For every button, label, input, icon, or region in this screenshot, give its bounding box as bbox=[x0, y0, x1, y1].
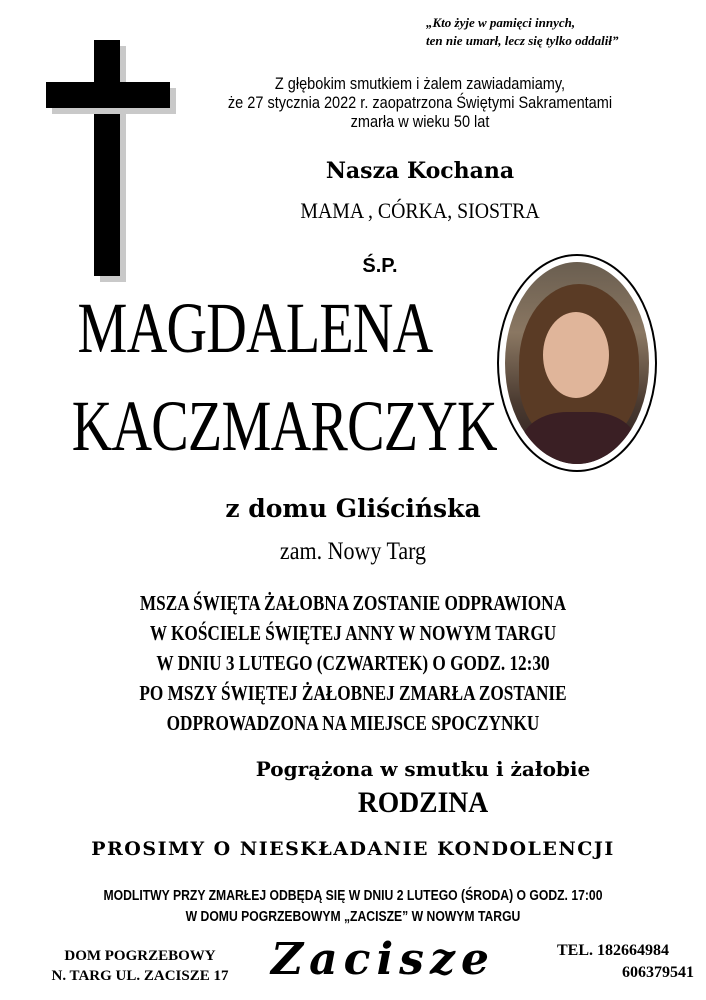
residence: zam. Nowy Targ bbox=[279, 538, 427, 565]
cross-icon-horizontal bbox=[46, 82, 170, 108]
nasza-kochana: Nasza Kochana bbox=[325, 158, 515, 184]
quote-line: ten nie umarł, lecz się tylko oddalił” bbox=[426, 33, 619, 48]
portrait-photo bbox=[505, 262, 649, 464]
portrait-face bbox=[543, 312, 609, 398]
mass-line: W KOŚCIELE ŚWIĘTEJ ANNY W NOWYM TARGU bbox=[149, 621, 557, 645]
maiden-name: z domu Gliścińska bbox=[225, 494, 481, 523]
portrait-body bbox=[521, 412, 637, 464]
mourners: RODZINA bbox=[357, 786, 489, 819]
condolences-note: PROSIMY O NIESKŁADANIE KONDOLENCJI bbox=[91, 838, 615, 860]
mass-line: W DNIU 3 LUTEGO (CZWARTEK) O GODZ. 12:30 bbox=[156, 651, 550, 675]
mass-line: PO MSZY ŚWIĘTEJ ŻAŁOBNEJ ZMARŁA ZOSTANIE bbox=[139, 681, 567, 705]
intro-line: zmarła w wieku 50 lat bbox=[350, 113, 490, 131]
first-name: MAGDALENA bbox=[77, 288, 433, 368]
cross-icon-vertical bbox=[94, 40, 120, 276]
last-name: KACZMARCZYK bbox=[71, 386, 497, 466]
funeral-home-name: DOM POGRZEBOWY bbox=[64, 948, 216, 964]
funeral-home-phones bbox=[520, 940, 706, 984]
phone-1: TEL. 182664984 bbox=[556, 942, 669, 959]
mourners-intro: Pogrążona w smutku i żałobie bbox=[255, 757, 591, 781]
sp-label: Ś.P. bbox=[362, 255, 398, 277]
funeral-home-address bbox=[20, 946, 260, 986]
prayers-info bbox=[56, 886, 649, 928]
funeral-home-street: N. TARG UL. ZACISZE 17 bbox=[51, 968, 229, 984]
quote-line: „Kto żyje w pamięci innych, bbox=[426, 15, 576, 30]
prayers-line: MODLITWY PRZY ZMARŁEJ ODBĘDĄ SIĘ W DNIU 2 LUTEGO (ŚRODA) O GODZ. 17:00 bbox=[103, 888, 603, 904]
portrait-frame bbox=[497, 254, 657, 472]
relations: MAMA , CÓRKA, SIOSTRA bbox=[300, 198, 540, 223]
funeral-home-logo: Zacisze bbox=[271, 934, 495, 985]
phone-2: 606379541 bbox=[622, 964, 694, 981]
quote bbox=[426, 14, 686, 50]
intro-line: Z głębokim smutkiem i żalem zawiadamiamy, bbox=[274, 75, 566, 93]
mass-line: MSZA ŚWIĘTA ŻAŁOBNA ZOSTANIE ODPRAWIONA bbox=[139, 591, 567, 615]
mass-line: ODPROWADZONA NA MIEJSCE SPOCZYNKU bbox=[166, 711, 540, 735]
intro-line: że 27 stycznia 2022 r. zaopatrzona Świętymi Sakramentami bbox=[227, 94, 613, 112]
mass-info bbox=[64, 588, 643, 738]
announcement-intro bbox=[213, 75, 627, 132]
prayers-line: W DOMU POGRZEBOWYM „ZACISZE” W NOWYM TARGU bbox=[185, 909, 521, 925]
